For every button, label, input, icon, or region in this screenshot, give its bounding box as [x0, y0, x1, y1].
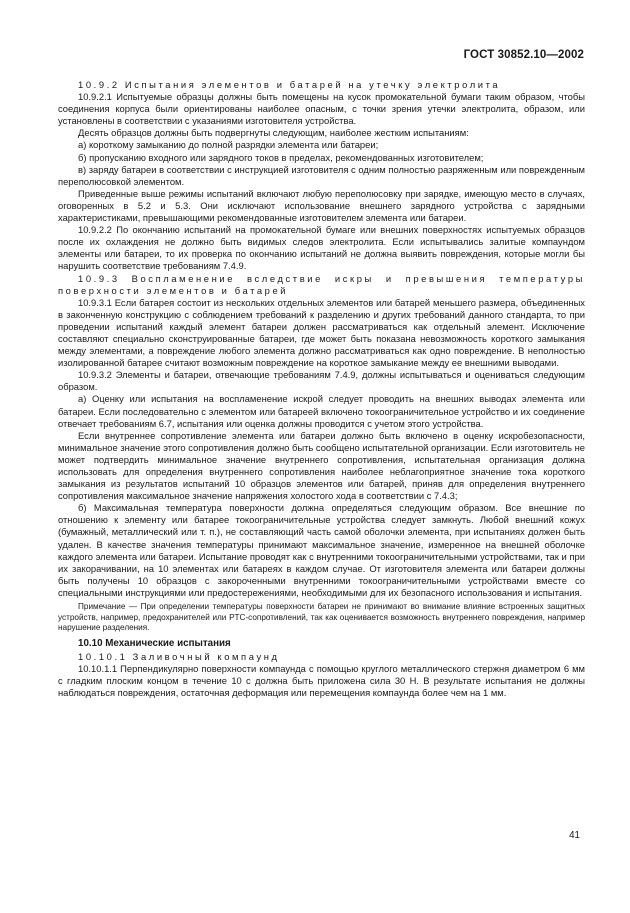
- paragraph: 10.9.2.2 По окончанию испытаний на промокательной бумаге или внешних поверхностях испытуемых образцов после их охлаждения не должно быть видимых следов электролита. Если испытывались залитые компаундом элементы или батареи, то их проверка по окончанию испытаний не должна выявить повреждения, которые могли бы нарушить соответствие требованиям 7.4.9.: [58, 224, 585, 272]
- paragraph: 10.9.3.1 Если батарея состоит из нескольких отдельных элементов или батарей меньшего размера, объединенных в законченную конструкцию с соблюдением требований к разделению и других требований данного стандарта, то при проведении испытаний каждый элемент батареи должен рассматриваться как отдельный элемент. Исключение составляют специально сконструированные батареи, где может быть показана невозможность короткого замыкания между элементами, а повреждение любого элемента должно рассматриваться как одно повреждение. В неполностью изолированной батарее считают возможным повреждение на короткое замыкание между ее внешними выводами.: [58, 296, 585, 369]
- section-heading-10-9-3: 10.9.3 Воспламенение вследствие искры и превышения температуры поверхности элементов и батарей: [58, 272, 585, 296]
- section-heading-10-10-1: 10.10.1 Заливочный компаунд: [78, 650, 280, 662]
- paragraph: 10.9.3.2 Элементы и батареи, отвечающие требованиям 7.4.9, должны испытываться и оцениваться следующим образом.: [58, 369, 585, 393]
- section-heading-10-9-2: 10.9.2 Испытания элементов и батарей на утечку электролита: [78, 79, 501, 90]
- list-item: а) короткому замыканию до полной разрядки элемента или батареи;: [78, 139, 379, 151]
- note: Примечание — При определении температуры поверхности батареи не принимают во внимание влияние встроенных защитных устройств, например, предохранителей или PTC-сопротивлений, так как оценивается возможность внутреннего повреждения, например нарушение разделения.: [58, 602, 585, 633]
- section-heading-10-10: 10.10 Механические испытания: [78, 637, 231, 649]
- paragraph: б) Максимальная температура поверхности должна определяться следующим образом. Все внешние по отношению к элементу или батарее токоограничительные устройства следует замкнуть. Любой внешний кожух (бумажный, металлический или т. п.), не составляющий часть самой оболочки элемента, при испытаниях должен быть удален. В качестве значения температуры принимают максимальное значение, измеренное на внешней оболочке каждого элемента или батареи. Испытание проводят как с внутренними токоограничительными устройствами, так и при их закорачивании, на 10 элементах или батареях в каждом случае. От изготовителя элемента или батареи должны быть получены 10 образцов с закороченными внутренними токоограничительными устройствами вместе со специальными инструкциями или предостережениями, необходимыми для их безопасного использования и испытания.: [58, 502, 585, 598]
- paragraph: а) Оценку или испытания на воспламенение искрой следует проводить на внешних выводах элемента или батареи. Если последовательно с элементом или батареей включено токоограничительное устройство и их соединение отвечает требованиям 6.7, испытания или оценка должны проводится с учетом этого устройства.: [58, 393, 585, 429]
- list-item: б) пропусканию входного или зарядного токов в пределах, рекомендованных изготовителем;: [78, 151, 484, 163]
- paragraph: Десять образцов должны быть подвергнуты следующим, наиболее жестким испытаниям:: [78, 127, 469, 139]
- page-body: [58, 79, 585, 699]
- paragraph: 10.9.2.1 Испытуемые образцы должны быть помещены на кусок промокательной бумаги таким образом, чтобы соединения корпуса были ориентированы наиболее опасным, с точки зрения утечки электролита, образом, или установлены в соответствии с указаниями изготовителя устройства.: [58, 91, 585, 127]
- paragraph: 10.10.1.1 Перпендикулярно поверхности компаунда с помощью круглого металлического стержня диаметром 6 мм с гладким плоским концом в течение 10 с должна быть приложена сила 30 Н. В результате испытания не должны наблюдаться повреждения, остаточная деформация или перемещения компаунда более чем на 1 мм.: [58, 663, 585, 699]
- page-number: 41: [569, 830, 580, 841]
- paragraph: Если внутреннее сопротивление элемента или батареи должно быть включено в оценку искробезопасности, минимальное значение этого сопротивления должно быть сообщено испытательной организации. Если изготовитель не может подтвердить минимальное значение внутреннего сопротивления, испытательная организация должна использовать для определения внутреннего сопротивления наиболее неблагоприятное значение тока короткого замыкания из результатов испытаний 10 образцов элементов или батарей, приняв для определения внутреннего сопротивления максимальное значение напряжения холостого хода в соответствии с 7.4.3;: [58, 429, 585, 502]
- list-item: в) заряду батареи в соответствии с инструкцией изготовителя с одним полностью разряженным или поврежденным переполюсовкой элементом.: [58, 163, 585, 187]
- standard-header: ГОСТ 30852.10—2002: [463, 49, 584, 61]
- paragraph: Приведенные выше режимы испытаний включают любую переполюсовку при зарядке, имеющую место в случаях, оговоренных в 5.2 и 5.3. Они исключают использование внешнего зарядного устройства с зарядными характеристиками, превышающими рекомендованные изготовителем элемента или батареи.: [58, 187, 585, 224]
